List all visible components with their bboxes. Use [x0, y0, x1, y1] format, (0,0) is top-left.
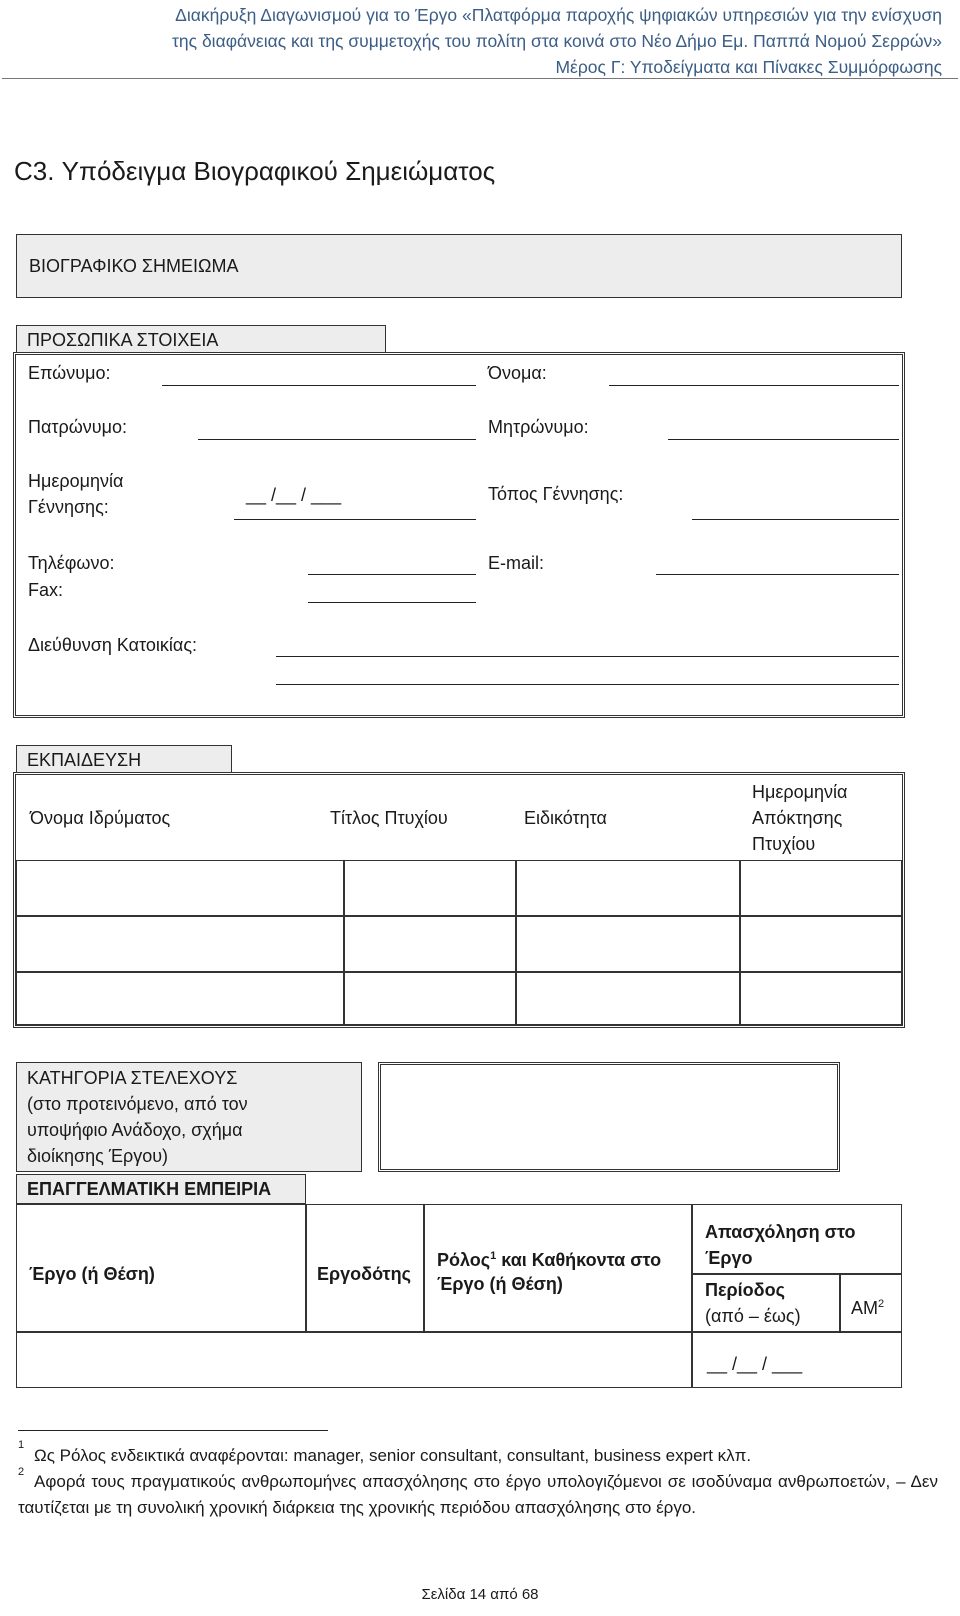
education-cell[interactable]: [516, 916, 740, 972]
experience-col-period: [692, 1274, 840, 1332]
cv-title-box: [16, 234, 902, 298]
experience-row-date-cell[interactable]: [692, 1332, 902, 1388]
experience-col-employer: [306, 1204, 424, 1332]
header-line-2: της διαφάνειας και της συμμετοχής του πολίτη στα κοινά στο Νέο Δήμο Εμ. Παππά Νομού Σερρών»: [172, 31, 942, 51]
name-label: Όνομα:: [488, 363, 547, 383]
experience-col-period-2: (από – έως): [705, 1306, 801, 1326]
address-label: Διεύθυνση Κατοικίας:: [28, 635, 198, 655]
experience-col-period-1: Περίοδος: [705, 1280, 785, 1300]
experience-col-employer-label: Εργοδότης: [317, 1264, 411, 1284]
experience-col-employment-2: Έργο: [705, 1248, 753, 1268]
experience-col-am-label: [851, 1291, 884, 1321]
personal-heading: ΠΡΟΣΩΠΙΚΑ ΣΤΟΙΧΕΙΑ: [27, 330, 219, 350]
section-title: C3. Υπόδειγμα Βιογραφικού Σημειώματος: [14, 156, 496, 186]
father-name-label: Πατρώνυμο:: [28, 417, 128, 437]
footnote-2-number: 2: [18, 1466, 25, 1478]
surname-field[interactable]: [162, 385, 476, 386]
education-cell[interactable]: [740, 860, 902, 916]
category-line-1: ΚΑΤΗΓΟΡΙΑ ΣΤΕΛΕΧΟΥΣ: [27, 1068, 238, 1088]
header-line-1: Διακήρυξη Διαγωνισμού για το Έργο «Πλατφόρμα παροχής ψηφιακών υπηρεσιών για την ενίσχυση: [175, 5, 942, 25]
category-line-4: διοίκησης Έργου): [27, 1146, 169, 1166]
birth-place-field[interactable]: [692, 519, 899, 520]
experience-col-employment-1: Απασχόληση στο: [705, 1222, 856, 1242]
education-cell[interactable]: [516, 860, 740, 916]
experience-col-role-word: Ρόλος: [437, 1250, 491, 1270]
birth-date-label-2: Γέννησης:: [28, 497, 109, 517]
footnote-ref-2: 2: [878, 1298, 885, 1310]
footnote-1-number: 1: [18, 1439, 25, 1451]
experience-col-role: [424, 1204, 692, 1332]
phone-label: Τηλέφωνο:: [28, 553, 115, 573]
education-cell[interactable]: [740, 916, 902, 972]
education-cell[interactable]: [344, 972, 516, 1025]
page-number: Σελίδα 14 από 68: [421, 1586, 539, 1603]
name-field[interactable]: [609, 385, 899, 386]
education-heading: ΕΚΠΑΙΔΕΥΣΗ: [27, 750, 142, 770]
education-col-institution: Όνομα Ιδρύματος: [30, 808, 171, 828]
header-line-3: Μέρος Γ: Υποδείγματα και Πίνακες Συμμόρφωσης: [555, 57, 942, 77]
birth-date-placeholder: __ /__ / ___: [246, 485, 342, 505]
footnote-1-text: Ως Ρόλος ενδεικτικά αναφέρονται: manager, senior consultant, consultant, business expert κλπ.: [34, 1446, 752, 1465]
mother-name-label: Μητρώνυμο:: [488, 417, 589, 437]
experience-col-am-text: ΑΜ: [851, 1298, 878, 1318]
fax-label: Fax:: [28, 580, 64, 600]
surname-label: Επώνυμο:: [28, 363, 111, 383]
education-cell[interactable]: [516, 972, 740, 1025]
birth-date-field[interactable]: [234, 519, 476, 520]
address-field-2[interactable]: [276, 684, 899, 685]
email-label: E-mail:: [488, 553, 545, 573]
education-col-date-2: Απόκτησης: [752, 808, 843, 828]
experience-date-placeholder: __ /__ / ___: [707, 1354, 803, 1374]
experience-row-project-cell[interactable]: [16, 1332, 692, 1388]
experience-col-role-label: [437, 1243, 661, 1273]
experience-col-am: [840, 1274, 902, 1332]
education-col-date-1: Ημερομηνία: [752, 782, 848, 802]
birth-place-label: Τόπος Γέννησης:: [488, 484, 624, 504]
education-col-date-3: Πτυχίου: [752, 834, 816, 854]
education-col-degree: Τίτλος Πτυχίου: [330, 808, 448, 828]
phone-field[interactable]: [308, 574, 476, 575]
education-heading-tab: [16, 745, 232, 775]
header-divider: [2, 78, 958, 79]
category-label-box: [16, 1062, 362, 1172]
education-cell[interactable]: [740, 972, 902, 1025]
education-cell[interactable]: [16, 916, 344, 972]
personal-heading-tab: [16, 325, 386, 355]
footnote-separator: [18, 1430, 328, 1431]
education-cell[interactable]: [16, 860, 344, 916]
education-cell[interactable]: [344, 916, 516, 972]
experience-col-role-rest: και Καθήκοντα στο: [501, 1250, 662, 1270]
address-field-1[interactable]: [276, 656, 899, 657]
education-cell[interactable]: [16, 972, 344, 1025]
experience-col-employment: [692, 1204, 902, 1274]
category-line-2: (στο προτεινόμενο, από τον: [27, 1094, 248, 1114]
education-cell[interactable]: [344, 860, 516, 916]
personal-box: [13, 352, 905, 718]
footnote-2-text: Αφορά τους πραγματικούς ανθρωπομήνες απασχόλησης στο έργο υπολογιζόμενοι σε ισοδύναμα ανθρωπoετών, – Δεν ταυτίζεται με τη συνολική χρονική διάρκεια της χρονικής περιόδου απασχόλησης στο έργο.: [18, 1472, 938, 1517]
experience-heading: ΕΠΑΓΓΕΛΜΑΤΙΚΗ ΕΜΠΕΙΡΙΑ: [27, 1179, 272, 1199]
education-col-specialty: Ειδικότητα: [524, 808, 607, 828]
footnote-ref-1: 1: [490, 1250, 497, 1262]
experience-heading-tab: [16, 1174, 306, 1204]
birth-date-label-1: Ημερομηνία: [28, 471, 124, 491]
experience-col-project: [16, 1204, 306, 1332]
email-field[interactable]: [656, 574, 899, 575]
experience-col-role-label-2: Έργο (ή Θέση): [437, 1274, 563, 1294]
mother-name-field[interactable]: [668, 439, 899, 440]
category-line-3: υποψήφιο Ανάδοχο, σχήμα: [27, 1120, 243, 1140]
cv-title: ΒΙΟΓΡΑΦΙΚΟ ΣΗΜΕΙΩΜΑ: [29, 256, 239, 276]
experience-col-project-label: Έργο (ή Θέση): [29, 1264, 155, 1284]
father-name-field[interactable]: [198, 439, 476, 440]
category-field[interactable]: [378, 1062, 840, 1172]
fax-field[interactable]: [308, 602, 476, 603]
